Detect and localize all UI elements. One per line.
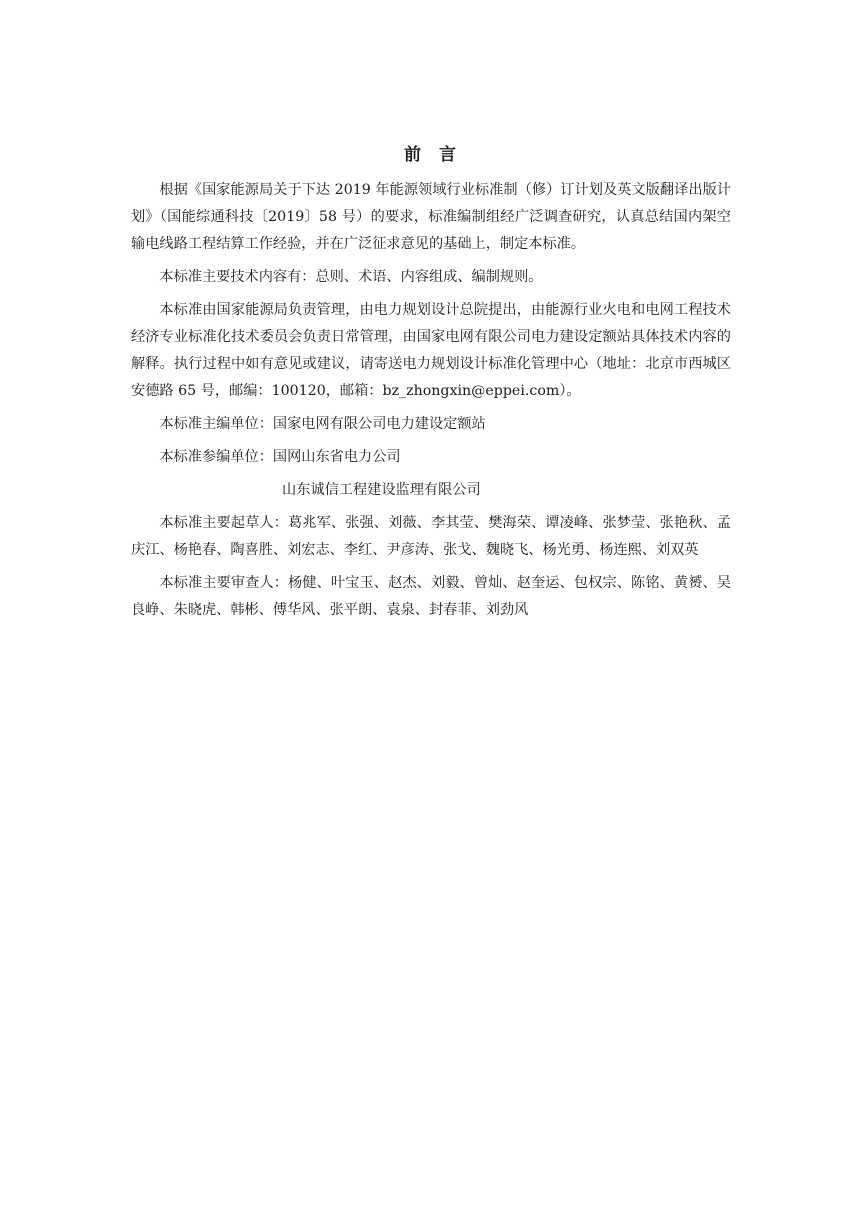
paragraph-basis: 根据《国家能源局关于下达 2019 年能源领域行业标准制（修）订计划及英文版翻译出版计划》（国能综通科技〔2019〕58 号）的要求，标准编制组经广泛调查研究，认真总结国内架空输电线路工程结算工作经验，并在广泛征求意见的基础上，制定本标准。: [131, 182, 731, 252]
paragraph-reviewers: 本标准主要审查人：杨健、叶宝玉、赵杰、刘毅、曾灿、赵奎运、包权宗、陈铭、黄赟、吴良峥、朱晓虎、韩彬、傅华风、张平朗、袁泉、封春菲、刘劲风: [131, 575, 731, 618]
paragraph-management: 本标准由国家能源局负责管理，由电力规划设计总院提出，由能源行业火电和电网工程技术经济专业标准化技术委员会负责日常管理，由国家电网有限公司电力建设定额站具体技术内容的解释。执行过程中如有意见或建议，请寄送电力规划设计标准化管理中心（地址：北京市西城区安德路 65 号，邮编：100120，邮箱：bz_zhongxin@eppei.com）。: [131, 302, 731, 399]
document-body: [131, 177, 731, 630]
paragraph-chief-editor-unit: 本标准主编单位：国家电网有限公司电力建设定额站: [159, 416, 486, 432]
paragraph-main-content: 本标准主要技术内容有：总则、术语、内容组成、编制规则。: [159, 269, 543, 285]
paragraph-participating-unit: 本标准参编单位：国网山东省电力公司: [159, 449, 401, 465]
paragraph-participating-unit-2: 山东诚信工程建设监理有限公司: [282, 482, 481, 498]
page-title: 前言: [404, 145, 474, 165]
paragraph-drafters: 本标准主要起草人：葛兆军、张强、刘薇、李其莹、樊海荣、谭凌峰、张梦莹、张艳秋、孟庆江、杨艳春、陶喜胜、刘宏志、李红、尹彦涛、张戈、魏晓飞、杨光勇、杨连熙、刘双英: [131, 515, 731, 558]
